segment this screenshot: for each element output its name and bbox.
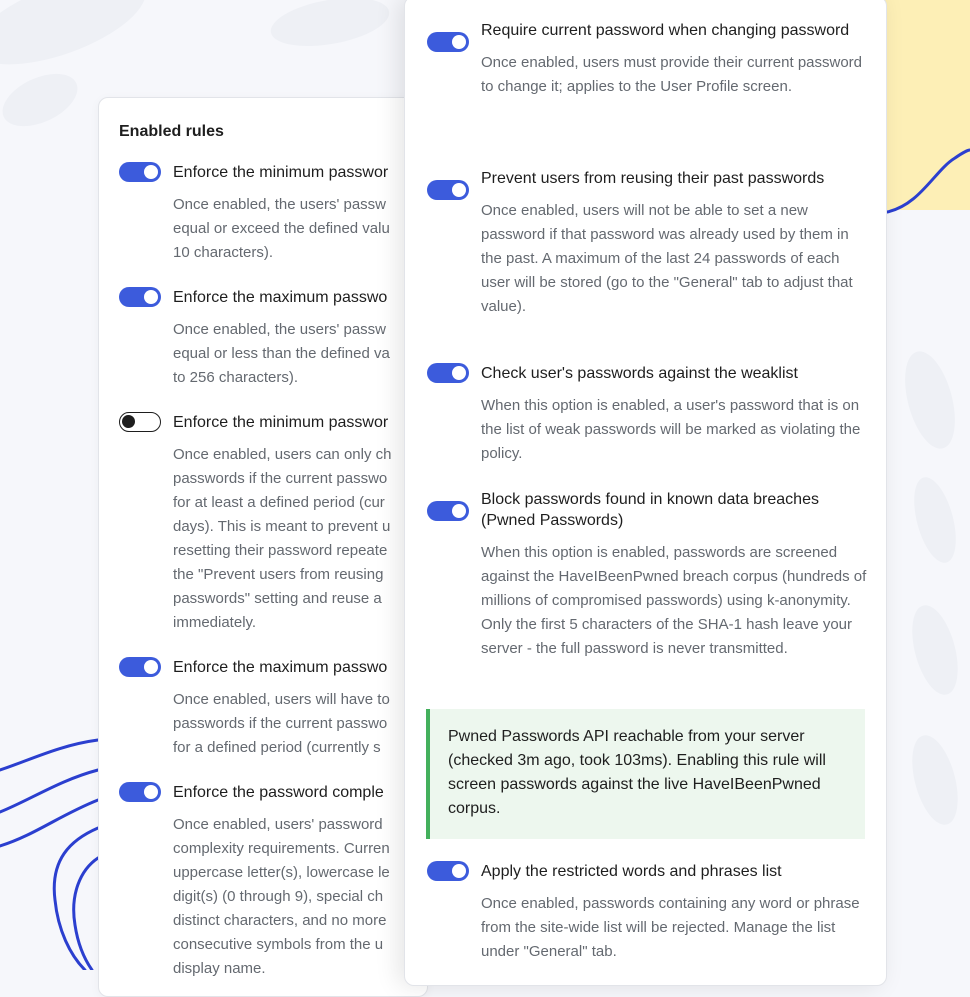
rule-description: When this option is enabled, a user's password that is on the list of weak passwords will be marked as violating the policy. <box>481 397 861 462</box>
rule-title: Apply the restricted words and phrases list <box>481 863 782 880</box>
rule-description: Once enabled, users will have to passwords if the current passwo for a defined period (currently s <box>173 691 390 756</box>
toggle-max-age[interactable] <box>119 657 161 677</box>
rule-description: Once enabled, users must provide their current password to change it; applies to the User Profile screen. <box>481 54 863 95</box>
rule-max-length <box>119 287 427 390</box>
toggle-prevent-reuse[interactable] <box>427 180 469 200</box>
rule-description: Once enabled, the users' passw equal or exceed the defined valu 10 characters). <box>173 196 390 261</box>
rule-description: Once enabled, the users' passw equal or less than the defined va to 256 characters). <box>173 321 390 386</box>
pwned-api-status-notice: Pwned Passwords API reachable from your server (checked 3m ago, took 103ms). Enabling this rule will screen passwords against the live HaveIBeenPwned corpus. <box>426 709 865 839</box>
toggle-complexity[interactable] <box>119 782 161 802</box>
rule-description: Once enabled, users can only ch passwords if the current passwo for at least a defined period (cur days). This is meant to prevent u resetting their password repeate the "Prevent users from reusing passwords" setting and reuse a immediately. <box>173 446 392 631</box>
rule-prevent-reuse <box>427 168 871 319</box>
rule-min-length <box>119 162 427 265</box>
rule-title: Enforce the maximum passwo <box>173 659 388 676</box>
rule-title: Enforce the minimum passwor <box>173 164 389 181</box>
rule-title: Prevent users from reusing their past passwords <box>481 170 825 187</box>
rule-restricted-words <box>427 861 871 964</box>
toggle-min-age[interactable] <box>119 412 161 432</box>
rule-weaklist <box>427 363 871 466</box>
toggle-pwned-passwords[interactable] <box>427 501 469 521</box>
enabled-rules-panel <box>98 97 428 997</box>
rule-complexity <box>119 782 427 981</box>
rule-pwned-passwords <box>427 489 871 661</box>
rule-require-current-password <box>427 20 871 99</box>
rule-description: Once enabled, users will not be able to set a new password if that password was already used by them in the past. A maximum of the last 24 passwords of each user will be stored (go to the "General" tab to adjust that value). <box>481 202 853 315</box>
toggle-max-length[interactable] <box>119 287 161 307</box>
toggle-require-current-password[interactable] <box>427 32 469 52</box>
toggle-weaklist[interactable] <box>427 363 469 383</box>
rule-title: Enforce the maximum passwo <box>173 289 388 306</box>
rule-title: Block passwords found in known data breaches (Pwned Passwords) <box>481 491 819 529</box>
rules-detail-panel <box>404 0 887 986</box>
section-title: Enabled rules <box>119 123 224 140</box>
rule-title: Enforce the minimum passwor <box>173 414 389 431</box>
toggle-restricted-words[interactable] <box>427 861 469 881</box>
decor-yellow-blob <box>884 0 970 210</box>
rule-title: Check user's passwords against the weaklist <box>481 365 798 382</box>
rule-title: Require current password when changing password <box>481 22 850 39</box>
rule-min-age <box>119 412 427 635</box>
rule-description: When this option is enabled, passwords are screened against the HaveIBeenPwned breach corpus (hundreds of millions of compromised passwords) using k-anonymity. Only the first 5 characters of the SHA-1 hash leave your server - the full password is never transmitted. <box>481 544 867 657</box>
rule-title: Enforce the password comple <box>173 784 384 801</box>
rule-description: Once enabled, passwords containing any word or phrase from the site-wide list will be rejected. Manage the list under "General" tab. <box>481 895 860 960</box>
toggle-min-length[interactable] <box>119 162 161 182</box>
rule-description: Once enabled, users' password complexity requirements. Curren uppercase letter(s), lowercase le digit(s) (0 through 9), special ch distinct characters, and no more consecutive symbols from the u display name. <box>173 816 390 977</box>
rule-max-age <box>119 657 427 760</box>
